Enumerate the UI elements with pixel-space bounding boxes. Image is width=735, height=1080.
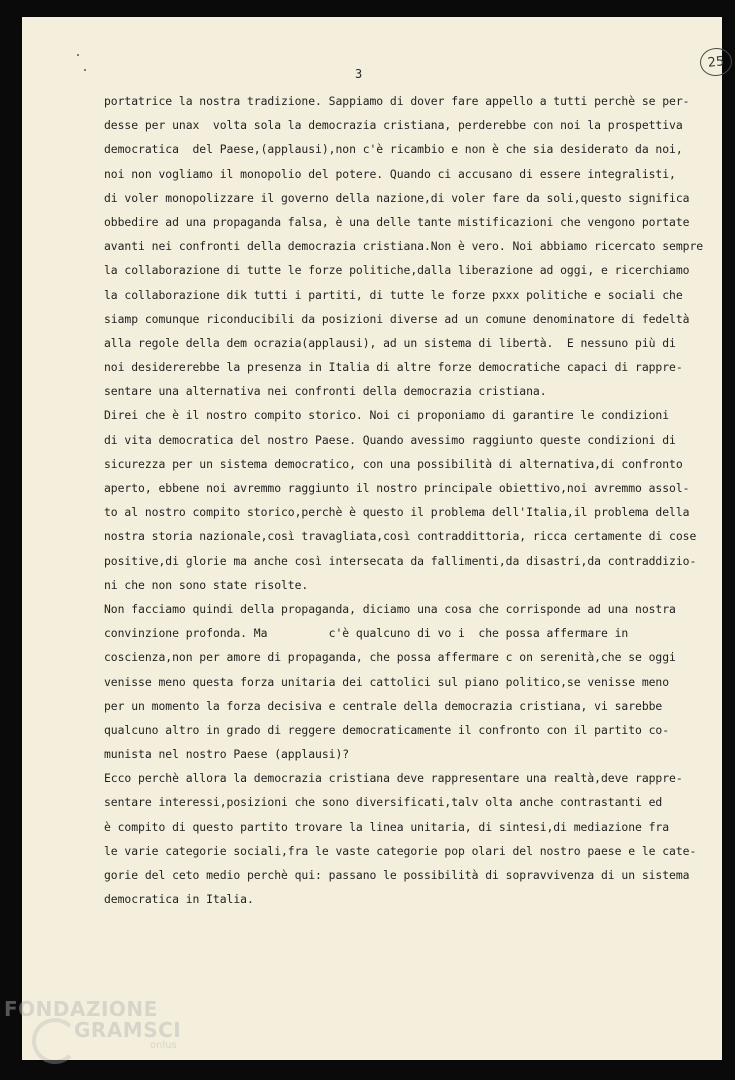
- text-line: di voler monopolizzare il governo della nazione,di voler fare da soli,questo significa: [104, 190, 690, 205]
- text-line: coscienza,non per amore di propaganda, che possa affermare c on serenità,che se oggi: [104, 650, 676, 665]
- text-line: munista nel nostro Paese (applausi)?: [104, 747, 350, 762]
- text-line: portatrice la nostra tradizione. Sappiamo di dover fare appello a tutti perchè se per-: [104, 94, 690, 108]
- text-line: venisse meno questa forza unitaria dei cattolici sul piano politico,se venisse meno: [104, 674, 670, 689]
- text-line: gorie del ceto medio perchè qui: passano le possibilità di sopravvivenza di un sistema: [104, 868, 690, 882]
- text-line: la collaborazione dik tutti i partiti, di tutte le forze pxxx politiche e sociali che: [104, 287, 683, 302]
- text-line: convinzione profonda. Ma c'è qualcuno di vo i che possa affermare in: [104, 626, 629, 641]
- text-line: aperto, ebbene noi avremmo raggiunto il nostro principale obiettivo,noi avremmo assol-: [104, 481, 690, 495]
- text-line: per un momento la forza decisiva e centrale della democrazia cristiana, vi sarebbe: [104, 698, 663, 713]
- text-line: sentare una alternativa nei confronti della democrazia cristiana.: [104, 384, 547, 399]
- text-line: ni che non sono state risolte.: [104, 577, 309, 592]
- paper-speck: [77, 54, 79, 56]
- text-line: di vita democratica del nostro Paese. Quando avessimo raggiunto queste condizioni di: [104, 432, 676, 447]
- text-line: democratica del Paese,(applausi),non c'è ricambio e non è che sia desiderato da noi,: [104, 142, 683, 157]
- text-line: positive,di glorie ma anche così intersecata da fallimenti,da disastri,da contraddizio-: [104, 553, 697, 568]
- text-line: to al nostro compito storico,perchè è questo il problema dell'Italia,il problema della: [104, 505, 690, 520]
- text-line: desse per unax volta sola la democrazia cristiana, perderebbe con noi la prospettiva: [104, 118, 683, 133]
- typewritten-text: [104, 89, 704, 911]
- paper-speck: [84, 69, 86, 71]
- text-line: Ecco perchè allora la democrazia cristiana deve rappresentare una realtà,deve rappre-: [104, 771, 683, 786]
- text-line: la collaborazione di tutte le forze politiche,dalla liberazione ad oggi, e ricerchiamo: [104, 263, 690, 278]
- text-line: avanti nei confronti della democrazia cristiana.Non è vero. Noi abbiamo ricercato sempre: [104, 239, 704, 254]
- page-number: 3: [355, 67, 363, 81]
- text-line: alla regole della dem ocrazia(applausi), ad un sistema di libertà. E nessuno più di: [104, 335, 676, 350]
- text-line: siamp comunque riconducibili da posizioni diverse ad un comune denominatore di fedeltà: [104, 311, 690, 326]
- text-line: sentare interessi,posizioni che sono diversificati,talv olta anche contrastanti ed: [104, 795, 663, 810]
- watermark: [4, 999, 181, 1051]
- text-line: obbedire ad una propaganda falsa, è una delle tante mistificazioni che vengono portate: [104, 214, 690, 229]
- watermark-line-3: onlus: [150, 1040, 177, 1051]
- text-line: sicurezza per un sistema democratico, con una possibilità di alternativa,di confronto: [104, 456, 683, 471]
- text-line: Non facciamo quindi della propaganda, diciamo una cosa che corrisponde ad una nostra: [104, 601, 676, 616]
- text-line: Direi che è il nostro compito storico. Noi ci proponiamo di garantire le condizioni: [104, 408, 670, 423]
- archive-stamp: 25: [699, 46, 734, 77]
- text-line: le varie categorie sociali,fra le vaste categorie pop olari del nostro paese e le cate-: [104, 843, 697, 858]
- text-line: è compito di questo partito trovare la linea unitaria, di sintesi,di mediazione fra: [104, 819, 670, 834]
- watermark-line-1: FONDAZIONE: [4, 997, 158, 1021]
- text-line: qualcuno altro in grado di reggere democraticamente il confronto con il partito co-: [104, 722, 670, 737]
- text-line: democratica in Italia.: [104, 892, 254, 907]
- text-line: nostra storia nazionale,così travagliata,così contraddittoria, ricca certamente di cose: [104, 529, 697, 544]
- text-line: noi non vogliamo il monopolio del potere. Quando ci accusano di essere integralisti,: [104, 166, 676, 181]
- text-line: noi desidererebbe la presenza in Italia di altre forze democratiche capaci di rappre-: [104, 360, 683, 375]
- watermark-line-2: GRAMSCI: [74, 1018, 182, 1042]
